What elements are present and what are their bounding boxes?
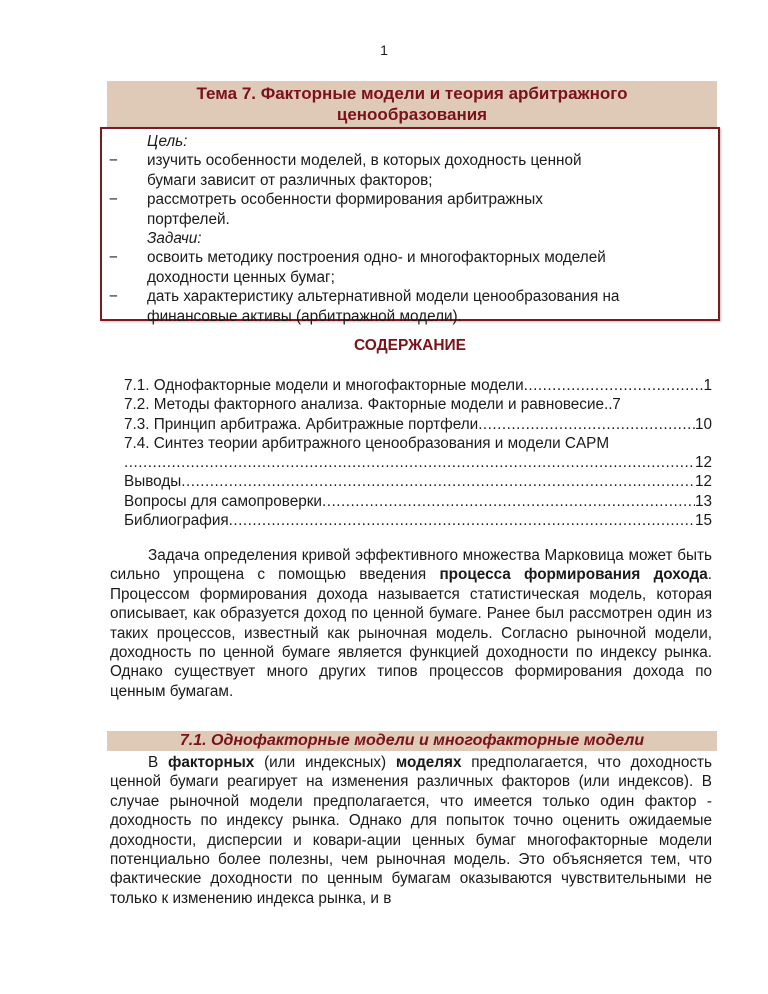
goal-item-text: портфелей. [147,210,230,228]
dash-bullet-icon: − [109,249,118,267]
toc-entry-title: 7.2. Методы факторного анализа. Факторные модели и равновесие. [124,396,609,414]
section-heading: 7.1. Однофакторные модели и многофакторные модели [107,731,717,751]
paragraph-text: В [148,754,168,771]
toc-entry[interactable] [124,415,712,434]
toc-entry[interactable] [124,395,712,414]
goal-label: Цель: [147,133,188,150]
toc-entry-title: Библиография [124,512,229,530]
goal-item-text: рассмотреть особенности формирования арбитражных [147,191,543,209]
tasks-label: Задачи: [147,230,202,248]
task-item-text: доходности ценных бумаг; [147,268,335,286]
toc-leader-dots [181,472,695,491]
toc-leader-dots [124,453,695,472]
toc-leader-dots [322,492,695,511]
toc-entry-title: Вопросы для самопроверки [124,492,322,510]
goals-box [100,127,720,325]
intro-paragraph [110,546,712,701]
page-title-line-1: Тема 7. Факторные модели и теория арбитражного [196,84,628,103]
dash-bullet-icon: − [109,152,118,170]
page-number: 1 [380,42,388,58]
toc-entry-title: 7.3. Принцип арбитража. Арбитражные портфели [124,415,479,433]
paragraph-text: Задача определения кривой эффективного множества Марковица может быть сильно упрощена с помощью введения [110,547,712,584]
toc-entry-page: 12 [694,454,712,472]
paragraph-text: предполагается, что доходность ценной бумаги реагирует на изменения различных факторов (или индексов). В случае рыночной модели предполагается, что имеется только один фактор - доходность по индексу рынка. Однако для попыток точно оценить ожидаемые доходности, дисперсии и ковари-ации ценных бумаг многофакторные модели потенциально более полезны, чем рыночная модель. Это объясняется тем, что фактические доходности по ценным бумагам оказываются чувствительными не только к изменению индекса рынка, и в [110,754,712,907]
toc-leader-dots [524,376,704,395]
task-item-text: освоить методику построения одно- и многофакторных моделей [147,249,606,267]
toc-entry[interactable] [124,434,712,453]
goal-item [109,151,712,190]
page-title-line-2: ценообразования [336,105,488,124]
toc-entry-continuation[interactable] [124,453,712,472]
paragraph-bold-term: моделях [395,754,462,771]
task-item-text: дать характеристику альтернативной модели ценообразования на [147,288,620,306]
paragraph-text: (или индексных) [254,754,396,771]
toc-entry[interactable] [124,376,712,395]
page-title [107,81,717,127]
toc-entry[interactable] [124,472,712,491]
paragraph-bold-term: факторных [167,754,255,771]
goal-item [109,190,712,229]
paragraph-text: . Процессом формирования дохода называется статистическая модель, которая описывает, как образуется доход по ценной бумаге. Ранее был рассмотрен один из таких процессов, известный как рыночная модель. Согласно рыночной модели, доходность по ценной бумаге является функцией доходности по индексу рынка. Однако существует много других типов процессов формирования дохода по ценным бумагам. [110,566,712,700]
dash-bullet-icon: − [109,288,118,306]
toc-leader-dots [229,511,695,530]
section-paragraph [110,753,712,908]
toc-entry-title: Выводы [124,473,182,491]
toc-entry-page: 12 [694,473,712,491]
paragraph-bold-term: процесса формирования дохода [439,566,708,584]
goal-item-text: бумаги зависит от различных факторов; [147,171,433,189]
task-item-text: финансовые активы (арбитражной модели). [147,307,462,325]
dash-bullet-icon: − [109,191,118,209]
goal-item-text: изучить особенности моделей, в которых доходность ценной [147,152,582,170]
toc-heading: СОДЕРЖАНИЕ [353,337,467,354]
toc-entry[interactable] [124,492,712,511]
toc-entry-title: 7.4. Синтез теории арбитражного ценообразования и модели CAPM [124,434,610,452]
task-item [109,287,712,326]
toc-entry-page: 7 [612,396,621,414]
toc-entry-page: 15 [694,512,712,530]
task-item [109,248,712,287]
toc-leader-dots [478,415,695,434]
toc-entry-page: 10 [694,415,712,433]
toc-entry-title: 7.1. Однофакторные модели и многофакторные модели [124,377,524,394]
table-of-contents [124,376,712,530]
toc-entry-page: 13 [694,492,712,510]
toc-entry-page: 1 [703,377,712,394]
toc-entry[interactable] [124,511,712,530]
